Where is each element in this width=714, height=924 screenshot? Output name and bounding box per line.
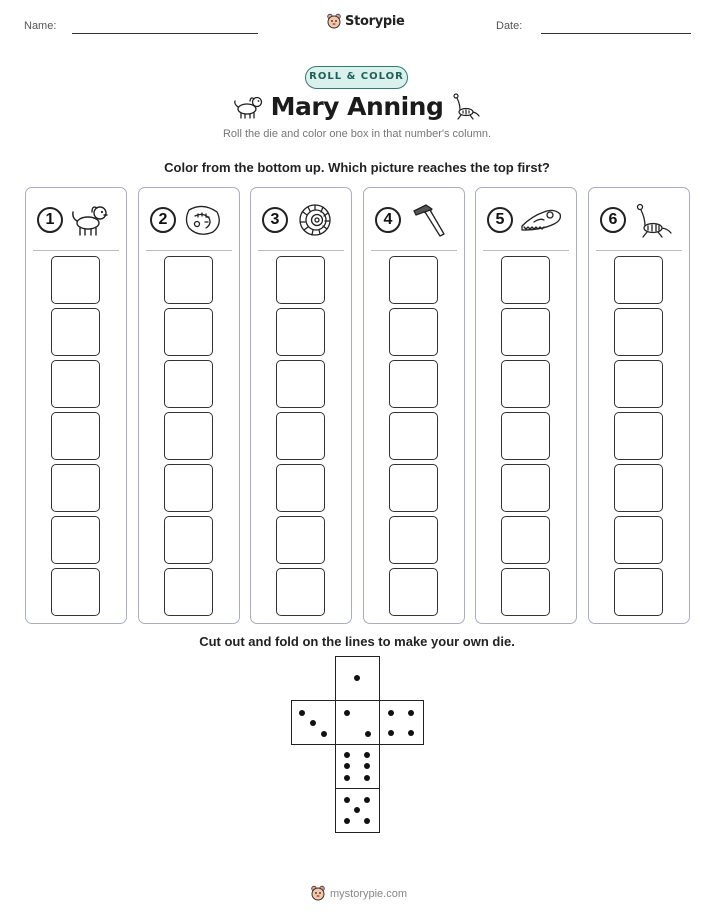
color-box[interactable]	[164, 256, 213, 304]
footer-url[interactable]: mystorypie.com	[330, 887, 408, 900]
column-divider	[371, 250, 457, 251]
column-5	[475, 187, 577, 624]
color-box[interactable]	[501, 360, 550, 408]
color-box[interactable]	[51, 360, 100, 408]
color-box[interactable]	[389, 412, 438, 460]
column-number: 6	[600, 207, 626, 233]
die-pip	[388, 730, 394, 736]
storypie-mascot-icon	[310, 885, 326, 902]
column-number: 2	[150, 207, 176, 233]
die-pip	[364, 763, 370, 769]
color-box[interactable]	[614, 516, 663, 564]
color-box[interactable]	[501, 256, 550, 304]
color-box[interactable]	[51, 464, 100, 512]
color-box[interactable]	[164, 412, 213, 460]
roll-color-badge: ROLL & COLOR	[305, 66, 408, 89]
dog-icon	[70, 202, 110, 238]
column-number: 1	[37, 207, 63, 233]
die-face-6	[335, 744, 380, 789]
column-6	[588, 187, 690, 624]
die-pip	[344, 775, 350, 781]
column-divider	[33, 250, 119, 251]
color-box[interactable]	[614, 412, 663, 460]
die-pip	[364, 797, 370, 803]
color-box[interactable]	[614, 256, 663, 304]
fossil-stone-icon	[183, 202, 223, 238]
color-box[interactable]	[614, 568, 663, 616]
color-box[interactable]	[501, 464, 550, 512]
subtitle: Roll the die and color one box in that number's column.	[222, 128, 492, 140]
color-box[interactable]	[389, 516, 438, 564]
column-2	[138, 187, 240, 624]
die-pip	[408, 730, 414, 736]
die-face-center	[335, 700, 380, 745]
color-box[interactable]	[389, 256, 438, 304]
color-box[interactable]	[276, 412, 325, 460]
die-pip	[408, 710, 414, 716]
column-divider	[483, 250, 569, 251]
instruction: Color from the bottom up. Which picture reaches the top first?	[164, 160, 550, 175]
color-box[interactable]	[51, 256, 100, 304]
color-box[interactable]	[501, 516, 550, 564]
cut-instruction: Cut out and fold on the lines to make your own die.	[199, 634, 515, 649]
die-pip	[365, 731, 371, 737]
die-pip	[344, 797, 350, 803]
color-box[interactable]	[164, 464, 213, 512]
die-face-4	[379, 700, 424, 745]
die-pip	[364, 775, 370, 781]
die-pip	[344, 818, 350, 824]
column-number: 4	[375, 207, 401, 233]
die-pip	[299, 710, 305, 716]
color-box[interactable]	[501, 568, 550, 616]
die-pip	[364, 752, 370, 758]
plesiosaur-skeleton-icon	[450, 92, 480, 122]
name-label: Name:	[24, 20, 57, 32]
die-pip	[388, 710, 394, 716]
die-pip	[354, 807, 360, 813]
color-box[interactable]	[389, 360, 438, 408]
name-line[interactable]	[72, 33, 258, 34]
column-number: 3	[262, 207, 288, 233]
color-box[interactable]	[51, 568, 100, 616]
dog-icon	[233, 94, 265, 120]
color-box[interactable]	[501, 412, 550, 460]
color-box[interactable]	[389, 308, 438, 356]
color-box[interactable]	[276, 360, 325, 408]
color-box[interactable]	[276, 568, 325, 616]
color-box[interactable]	[276, 516, 325, 564]
column-divider	[146, 250, 232, 251]
color-box[interactable]	[501, 308, 550, 356]
color-box[interactable]	[164, 516, 213, 564]
color-box[interactable]	[389, 464, 438, 512]
footer	[310, 885, 407, 902]
die-pip	[344, 710, 350, 716]
die-pip	[321, 731, 327, 737]
plesiosaur-skeleton-icon	[633, 202, 673, 240]
ammonite-icon	[295, 202, 335, 238]
die-face-1	[335, 656, 380, 701]
date-label: Date:	[496, 20, 523, 32]
storypie-mascot-icon	[326, 13, 342, 30]
color-box[interactable]	[614, 464, 663, 512]
page-title: Mary Anning	[270, 92, 444, 121]
color-box[interactable]	[164, 360, 213, 408]
fossil-skull-icon	[520, 202, 564, 238]
color-box[interactable]	[164, 308, 213, 356]
die-pip	[344, 752, 350, 758]
color-box[interactable]	[276, 256, 325, 304]
color-box[interactable]	[51, 516, 100, 564]
column-4	[363, 187, 465, 624]
color-box[interactable]	[276, 308, 325, 356]
die-pip	[344, 763, 350, 769]
hammer-icon	[408, 202, 448, 240]
brand-logo	[326, 13, 405, 30]
color-box[interactable]	[276, 464, 325, 512]
column-divider	[596, 250, 682, 251]
color-box[interactable]	[164, 568, 213, 616]
die-pip	[310, 720, 316, 726]
color-box[interactable]	[614, 308, 663, 356]
date-line[interactable]	[541, 33, 691, 34]
die-face-5	[335, 788, 380, 833]
color-box[interactable]	[51, 308, 100, 356]
die-pip	[354, 675, 360, 681]
column-1	[25, 187, 127, 624]
die-pip	[364, 818, 370, 824]
die-face-2	[291, 700, 336, 745]
column-divider	[258, 250, 344, 251]
column-3	[250, 187, 352, 624]
column-number: 5	[487, 207, 513, 233]
color-box[interactable]	[614, 360, 663, 408]
brand-name: Storypie	[345, 14, 405, 29]
color-box[interactable]	[389, 568, 438, 616]
color-box[interactable]	[51, 412, 100, 460]
